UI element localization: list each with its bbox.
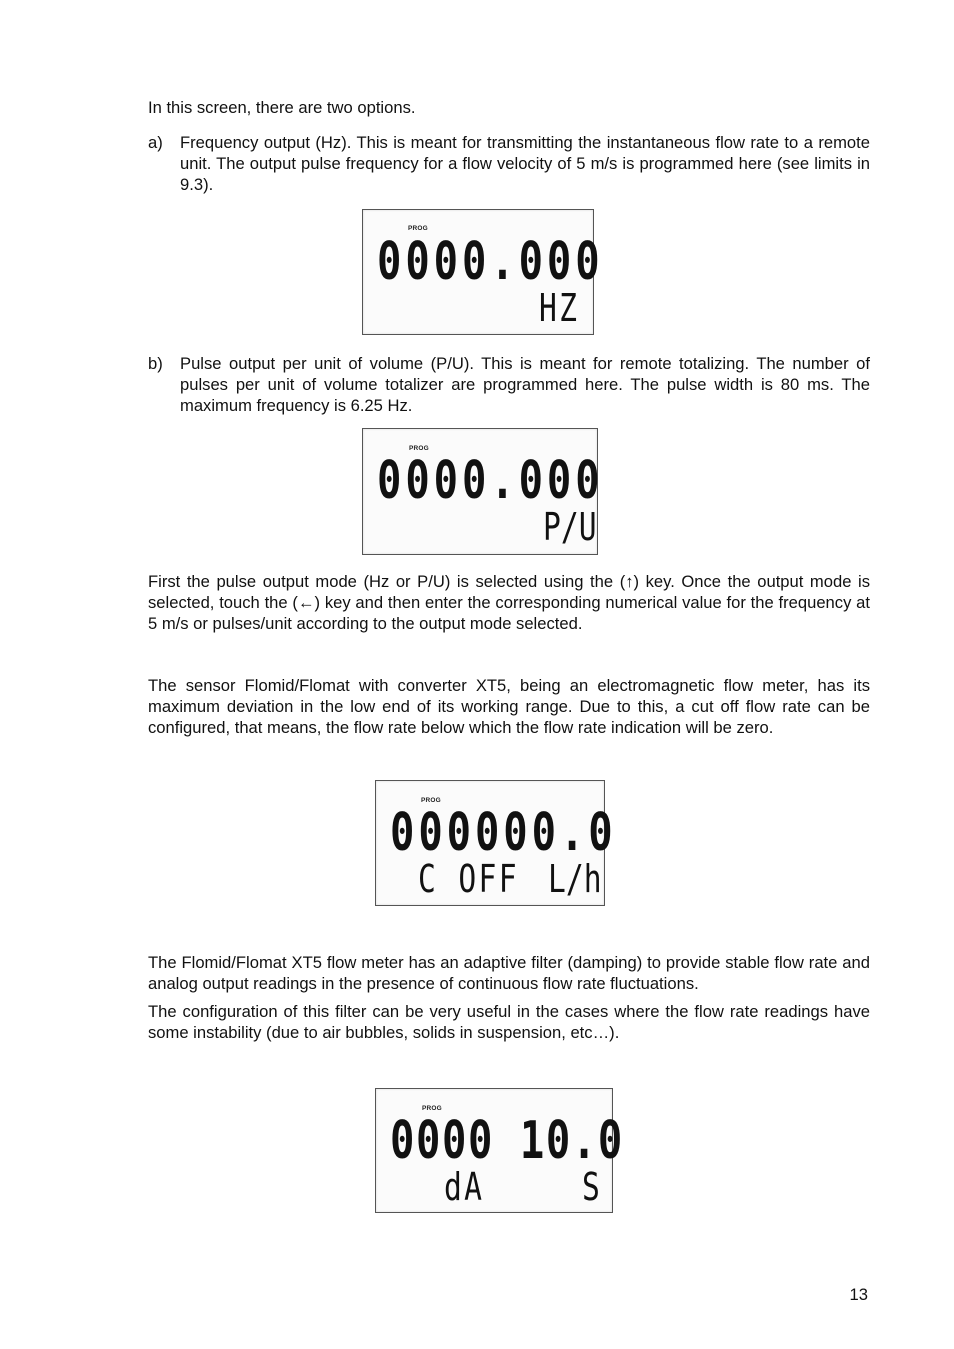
damping-paragraph-1: The Flomid/Flomat XT5 flow meter has an adaptive filter (damping) to provide stable flow rate and analog output readings in the presence of continuous flow rate fluctuations. bbox=[148, 953, 870, 993]
intro-text: In this screen, there are two options. bbox=[148, 98, 416, 117]
prog-indicator: PROG bbox=[422, 1105, 442, 1112]
option-a-text: Frequency output (Hz). This is meant for transmitting the instantaneous flow rate to a remote unit. The output pulse frequency for a flow velocity of 5 m/s is programmed here (see limits in 9.3). bbox=[180, 133, 870, 194]
prog-indicator: PROG bbox=[421, 797, 441, 804]
lcd-label: dA bbox=[444, 1165, 485, 1209]
lcd-display-cutoff bbox=[375, 780, 617, 906]
lcd-value: 000000.0 bbox=[390, 803, 617, 863]
option-b-text: Pulse output per unit of volume (P/U). This is meant for remote totalizing. The number of pulses per unit of volume totalizer are programmed here. The pulse width is 80 ms. The maximum frequency is 6.25 Hz. bbox=[180, 354, 870, 415]
damping-paragraph-2: The configuration of this filter can be very useful in the cases where the flow rate readings have some instability (due to air bubbles, solids in suspension, etc…). bbox=[148, 1002, 870, 1042]
lcd-label: C OFF bbox=[418, 857, 519, 901]
lcd-unit: HZ bbox=[539, 286, 580, 330]
option-a-letter: a) bbox=[148, 133, 163, 152]
lcd-display-damping bbox=[375, 1088, 624, 1213]
lcd-unit: P/U bbox=[543, 505, 597, 549]
lcd-unit: L/h bbox=[548, 857, 602, 901]
selection-paragraph: First the pulse output mode (Hz or P/U) is selected using the (↑) key. Once the output mode is selected, touch the (←) key and then enter the corresponding numerical value for the frequency at 5 m/s or pulses/unit according to the output mode selected. bbox=[148, 572, 870, 633]
cutoff-paragraph: The sensor Flomid/Flomat with converter XT5, being an electromagnetic flow meter, has its maximum deviation in the low end of its working range. Due to this, a cut off flow rate can be configured, that means, the flow rate below which the flow rate indication will be zero. bbox=[148, 676, 870, 737]
prog-indicator: PROG bbox=[408, 225, 428, 232]
lcd-value: 0000 10.0 bbox=[390, 1111, 624, 1171]
page-number: 13 bbox=[849, 1285, 868, 1304]
lcd-display-pu bbox=[362, 428, 604, 555]
lcd-display-hz bbox=[362, 209, 604, 335]
lcd-value: 0000.000 bbox=[377, 451, 604, 511]
prog-indicator: PROG bbox=[409, 445, 429, 452]
option-b-letter: b) bbox=[148, 354, 163, 373]
lcd-unit: S bbox=[582, 1165, 603, 1209]
lcd-value: 0000.000 bbox=[377, 232, 604, 292]
